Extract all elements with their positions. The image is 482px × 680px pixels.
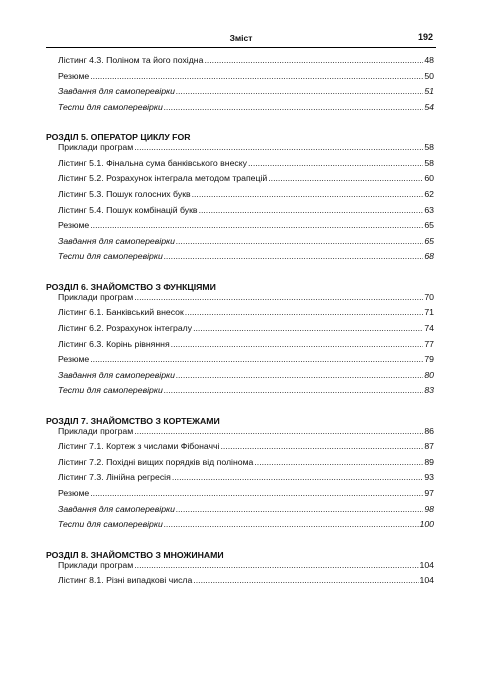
toc-entry-page: 104 (419, 559, 434, 570)
header-page-number: 192 (417, 32, 433, 42)
toc-entry-label: Лістинг 5.2. Розрахунок інтеграла методом трапецій (58, 173, 268, 184)
dot-leader (164, 385, 424, 395)
toc-entry[interactable] (46, 488, 436, 504)
page-header (46, 31, 436, 48)
toc-entry-label: Завдання для самоперевірки (58, 235, 175, 246)
dot-leader (164, 251, 424, 261)
toc-entry[interactable] (46, 457, 436, 473)
toc-entry[interactable] (46, 370, 436, 386)
toc-entry[interactable] (46, 142, 436, 158)
toc-entry-page: 77 (424, 338, 434, 349)
dot-leader (185, 307, 424, 317)
toc-entry-label: Лістинг 5.3. Пошук голосних букв (58, 188, 191, 199)
toc-entry-page: 63 (424, 204, 434, 215)
toc-entry-label: Лістинг 7.1. Кортеж з числами Фібоначчі (58, 441, 220, 452)
toc-entry[interactable] (46, 307, 436, 323)
section-heading[interactable]: РОЗДІЛ 8. ЗНАЙОМСТВО З МНОЖИНАМИ (46, 549, 224, 560)
toc-entry[interactable] (46, 339, 436, 355)
toc-entry-page: 68 (424, 251, 434, 262)
toc-entry[interactable] (46, 251, 436, 267)
section-heading[interactable]: РОЗДІЛ 7. ЗНАЙОМСТВО З КОРТЕЖАМИ (46, 415, 220, 426)
dot-leader (134, 292, 423, 302)
toc-entry[interactable] (46, 173, 436, 189)
header-title: Зміст (229, 33, 253, 43)
toc-entry-page: 58 (424, 157, 434, 168)
toc-entry-page: 60 (424, 173, 434, 184)
toc-entry-page: 50 (424, 70, 434, 81)
toc-entry[interactable] (46, 504, 436, 520)
dot-leader (199, 205, 424, 215)
section-heading[interactable]: РОЗДІЛ 6. ЗНАЙОМСТВО З ФУНКЦІЯМИ (46, 281, 216, 292)
toc-entry-label: Приклади програм (58, 559, 134, 570)
toc-entry-page: 89 (424, 456, 434, 467)
toc-entry-label: Лістинг 4.3. Поліном та його похідна (58, 55, 204, 65)
toc-entry-page: 80 (424, 369, 434, 380)
toc-entry[interactable] (46, 575, 436, 591)
toc-entry-page: 70 (424, 291, 434, 302)
dot-leader (176, 236, 423, 246)
toc-entry-page: 104 (419, 575, 434, 586)
dot-leader (176, 370, 423, 380)
toc-entry-page: 87 (424, 441, 434, 452)
dot-leader (134, 560, 418, 570)
toc-entry-page: 58 (424, 142, 434, 153)
toc-entry-page: 51 (424, 86, 434, 97)
toc-entry-label: Лістинг 8.1. Різні випадкові числа (58, 575, 193, 586)
toc-entry[interactable] (46, 472, 436, 488)
toc-entry-page: 100 (419, 519, 434, 530)
toc-entry[interactable] (46, 220, 436, 236)
toc-entry-label: Тести для самоперевірки (58, 519, 163, 530)
toc-entry-label: Завдання для самоперевірки (58, 86, 175, 97)
table-of-contents (46, 55, 436, 591)
toc-entry-page: 98 (424, 503, 434, 514)
toc-entry[interactable] (46, 441, 436, 457)
dot-leader (164, 102, 424, 112)
dot-leader (134, 426, 423, 436)
toc-entry-page: 65 (424, 235, 434, 246)
toc-entry-page: 97 (424, 488, 434, 499)
dot-leader (221, 441, 424, 451)
toc-entry-label: Лістинг 5.1. Фінальна сума банківського внеску (58, 157, 248, 168)
toc-entry[interactable] (46, 292, 436, 308)
dot-leader (254, 457, 423, 467)
toc-entry[interactable] (46, 236, 436, 252)
dot-leader (176, 504, 423, 514)
toc-entry-label: Лістинг 5.4. Пошук комбінацій букв (58, 204, 198, 215)
dot-leader (204, 55, 423, 65)
toc-entry-label: Резюме (58, 70, 90, 81)
toc-entry-page: 62 (424, 188, 434, 199)
toc-entry-page: 48 (424, 55, 434, 65)
dot-leader (268, 173, 423, 183)
dot-leader (90, 488, 423, 498)
toc-entry-label: Тести для самоперевірки (58, 385, 163, 396)
dot-leader (90, 71, 423, 81)
toc-entry-page: 74 (424, 322, 434, 333)
toc-entry-label: Лістинг 7.3. Лінійна регресія (58, 472, 171, 483)
toc-entry-label: Лістинг 7.2. Похідні вищих порядків від полінома (58, 456, 254, 467)
section-heading[interactable]: РОЗДІЛ 5. ОПЕРАТОР ЦИКЛУ FOR (46, 132, 191, 143)
toc-entry-label: Резюме (58, 220, 90, 231)
dot-leader (172, 472, 424, 482)
toc-entry-page: 83 (424, 385, 434, 396)
toc-entry-label: Приклади програм (58, 291, 134, 302)
toc-entry-page: 79 (424, 354, 434, 365)
toc-entry-page: 93 (424, 472, 434, 483)
dot-leader (90, 354, 423, 364)
toc-entry[interactable] (46, 86, 436, 102)
dot-leader (193, 323, 423, 333)
dot-leader (171, 339, 424, 349)
dot-leader (193, 575, 418, 585)
toc-entry-label: Тести для самоперевірки (58, 101, 163, 112)
toc-entry-label: Лістинг 6.3. Корінь рівняння (58, 338, 170, 349)
dot-leader (192, 189, 424, 199)
toc-entry[interactable] (46, 519, 436, 535)
toc-entry[interactable] (46, 55, 436, 71)
toc-entry-label: Резюме (58, 354, 90, 365)
toc-entry[interactable] (46, 189, 436, 205)
toc-entry[interactable] (46, 205, 436, 221)
toc-entry[interactable] (46, 71, 436, 87)
toc-entry-page: 65 (424, 220, 434, 231)
toc-entry-label: Тести для самоперевірки (58, 251, 163, 262)
toc-entry[interactable] (46, 102, 436, 118)
dot-leader (248, 158, 423, 168)
toc-entry-label: Приклади програм (58, 142, 134, 153)
dot-leader (90, 220, 423, 230)
toc-entry-label: Лістинг 6.2. Розрахунок інтегралу (58, 322, 193, 333)
toc-entry-label: Завдання для самоперевірки (58, 503, 175, 514)
dot-leader (176, 86, 423, 96)
toc-entry-label: Приклади програм (58, 425, 134, 436)
toc-entry[interactable] (46, 158, 436, 174)
toc-entry-label: Лістинг 6.1. Банківський внесок (58, 307, 184, 318)
dot-leader (164, 519, 419, 529)
dot-leader (134, 142, 423, 152)
toc-entry[interactable] (46, 323, 436, 339)
toc-entry[interactable] (46, 560, 436, 576)
toc-entry-label: Завдання для самоперевірки (58, 369, 175, 380)
toc-entry[interactable] (46, 385, 436, 401)
toc-entry[interactable] (46, 354, 436, 370)
toc-entry[interactable] (46, 426, 436, 442)
toc-entry-page: 54 (424, 101, 434, 112)
toc-entry-label: Резюме (58, 488, 90, 499)
toc-entry-page: 86 (424, 425, 434, 436)
toc-entry-page: 71 (424, 307, 434, 318)
